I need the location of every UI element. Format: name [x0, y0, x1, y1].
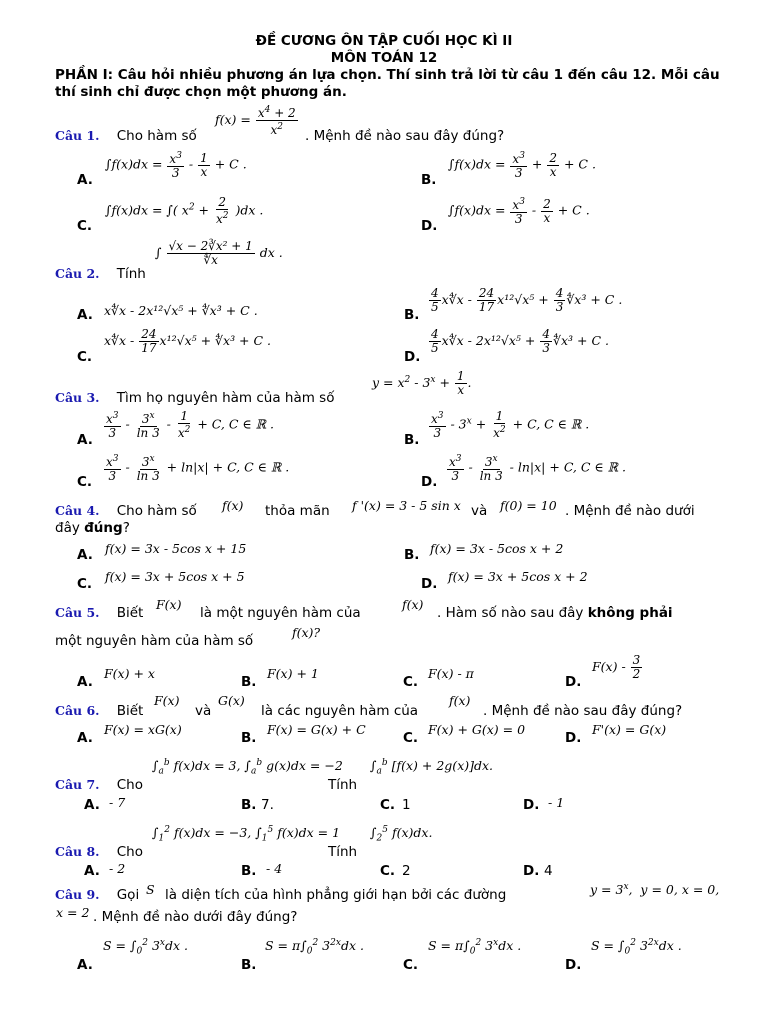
- formula-q8-a: - 2: [109, 861, 126, 876]
- formula-q9-curves: $y = 3^x$, y = 0, x = 0,: [590, 882, 720, 898]
- question-number: Câu 3.: [55, 390, 100, 405]
- option-label: C.: [77, 576, 93, 592]
- question-9: [55, 887, 139, 903]
- formula-q4-cond2: f(0) = 10: [500, 498, 557, 513]
- formula-q5-c: F(x) - π: [428, 666, 474, 681]
- question-6-text: . Mệnh đề nào sau đây đúng?: [483, 703, 683, 719]
- option-label: D.: [565, 730, 582, 746]
- formula-q6-G: G(x): [218, 693, 245, 708]
- formula-q3-c: $\frac{x^3}{3}$ - $\frac{3^x}{\ln 3}$ + ln|x| + C, C ∈ ℝ .: [106, 454, 290, 483]
- question-5-tail: [437, 605, 673, 621]
- option-label: B.: [404, 432, 420, 448]
- doc-title: ĐỀ CƯƠNG ÔN TẬP CUỐI HỌC KÌ II: [255, 33, 513, 49]
- formula-q5-b: F(x) + 1: [267, 666, 319, 681]
- formula-q2-a: x∜x - 2x¹²√x⁵ + ∜x³ + C .: [104, 303, 258, 318]
- question-text: Tìm họ nguyên hàm của hàm số: [116, 390, 335, 406]
- formula-q5-d: F(x) - $\frac{3}{2}$: [592, 653, 641, 681]
- option-label: D.: [404, 349, 421, 365]
- question-4-bold: đúng: [84, 520, 123, 536]
- formula-q8-given: $\int_1^2$ f(x)dx = −3, $\int_1^5$ f(x)dx = 1: [152, 825, 341, 844]
- formula-q7-ask: $\int_a^b$ [f(x) + 2g(x)]dx.: [370, 758, 494, 777]
- question-number: Câu 8.: [55, 844, 100, 859]
- question-8-text: Tính: [328, 844, 358, 860]
- question-4-text: và: [471, 503, 488, 519]
- question-4-line2: [55, 520, 130, 536]
- question-number: Câu 9.: [55, 887, 100, 902]
- formula-q1-d: ∫f(x)dx = $\frac{x^3}{3}$ - $\frac{2}{x}$ + C .: [448, 196, 590, 226]
- formula-q5-a: F(x) + x: [104, 666, 155, 681]
- formula-q6-F: F(x): [154, 693, 180, 708]
- option-label: D.: [421, 576, 438, 592]
- option-label: B.: [421, 172, 437, 188]
- formula-q3-b: $\frac{x^3}{3}$ - $3^x$ + $\frac{1}{x^2}$ + C, C ∈ ℝ .: [431, 409, 590, 440]
- answer-q7-b: 7.: [261, 797, 274, 813]
- part-instructions: PHẦN I: Câu hỏi nhiều phương án lựa chọn. Thí sinh trả lời từ câu 1 đến câu 12. Mỗi câu thí sinh chỉ được chọn một phương án.: [55, 67, 720, 100]
- question-8: [55, 844, 143, 860]
- formula-q5-f: f(x): [402, 597, 424, 612]
- question-number: Câu 6.: [55, 703, 100, 718]
- formula-q9-a: $S = \int_0^2$ 3$^x$dx .: [103, 938, 188, 957]
- formula-q4-b: f(x) = 3x - 5cos x + 2: [430, 541, 564, 556]
- option-label: B.: [404, 547, 420, 563]
- formula-q2-c: x∜x - $\frac{24}{17}$ x¹²√x⁵ + ∜x³ + C .: [104, 327, 272, 355]
- option-label: D.: [565, 674, 582, 690]
- formula-q6-a: F(x) = xG(x): [104, 722, 182, 737]
- option-label: C.: [77, 218, 93, 234]
- formula-q2: ∫ $\frac{\text{√x − 2∛x² + 1}}{∜x}$ dx .: [155, 239, 283, 267]
- option-label: D.: [421, 218, 438, 234]
- question-1-tail: . Mệnh đề nào sau đây đúng?: [305, 128, 505, 144]
- question-4-text: ?: [122, 520, 130, 536]
- option-label: A.: [84, 863, 100, 879]
- formula-q7-a: - 7: [109, 795, 126, 810]
- question-text: Cho: [116, 844, 143, 860]
- question-text: Biết: [116, 605, 144, 621]
- formula-q6-d: F'(x) = G(x): [592, 722, 667, 737]
- formula-q3-d: $\frac{x^3}{3}$ - $\frac{3^x}{\ln 3}$ - ln|x| + C, C ∈ ℝ .: [449, 454, 626, 483]
- option-label: D.: [565, 957, 582, 973]
- formula-q9-S: S: [146, 882, 155, 897]
- question-text: Cho hàm số: [116, 128, 197, 144]
- formula-q4-f: f(x): [222, 498, 244, 513]
- answer-q8-d: 4: [544, 863, 553, 879]
- question-number: Câu 2.: [55, 266, 100, 281]
- option-label: A.: [77, 172, 93, 188]
- option-label: A.: [77, 547, 93, 563]
- option-label: B.: [404, 307, 420, 323]
- question-4: [55, 503, 197, 519]
- formula-q3: $y = x^2 - 3^x$ + $\frac{1}{x}$ .: [372, 369, 472, 397]
- option-label: A.: [77, 730, 93, 746]
- question-6-text: và: [195, 703, 212, 719]
- question-4-text: thỏa mãn: [265, 503, 330, 519]
- question-number: Câu 7.: [55, 777, 100, 792]
- question-text: Cho: [116, 777, 143, 793]
- option-label: A.: [77, 432, 93, 448]
- formula-q5-f2: f(x)?: [292, 625, 321, 640]
- formula-q7-d: - 1: [548, 795, 565, 810]
- formula-q6-b: F(x) = G(x) + C: [267, 722, 366, 737]
- formula-q2-d: $\frac{4}{5}$ x∜x - 2x¹²√x⁵ + $\frac{4}{3}$ ∜x³ + C .: [431, 327, 609, 355]
- option-label: B.: [241, 863, 257, 879]
- option-label: D.: [523, 863, 540, 879]
- doc-subtitle: MÔN TOÁN 12: [330, 50, 438, 66]
- formula-q1-b: ∫f(x)dx = $\frac{x^3}{3}$ + $\frac{2}{x}$ + C .: [448, 150, 596, 180]
- option-label: C.: [77, 349, 93, 365]
- option-label: D.: [421, 474, 438, 490]
- question-3: [55, 390, 334, 406]
- formula-q1-f: f(x) = $\frac{x^4 + 2}{x^2}$: [215, 105, 296, 137]
- question-9-text: là diện tích của hình phẳng giới hạn bởi các đường: [165, 887, 507, 903]
- option-label: A.: [77, 674, 93, 690]
- answer-q8-c: 2: [402, 863, 411, 879]
- question-6-text: là các nguyên hàm của: [261, 703, 419, 719]
- formula-q4-c: f(x) = 3x + 5cos x + 5: [105, 569, 245, 584]
- option-label: B.: [241, 674, 257, 690]
- option-label: C.: [380, 863, 396, 879]
- answer-q7-c: 1: [402, 797, 411, 813]
- option-label: C.: [403, 730, 419, 746]
- question-5-bold: không phải: [587, 605, 673, 621]
- question-2: [55, 266, 146, 282]
- question-7-text: Tính: [328, 777, 358, 793]
- formula-q9-c: $S = \pi\int_0^2$ 3$^x$dx .: [428, 938, 522, 957]
- formula-q8-b: - 4: [266, 861, 283, 876]
- option-label: B.: [241, 730, 257, 746]
- formula-q5-F: F(x): [156, 597, 182, 612]
- option-label: A.: [77, 307, 93, 323]
- formula-q6-c: F(x) + G(x) = 0: [428, 722, 526, 737]
- option-label: B.: [241, 957, 257, 973]
- question-5-text: . Hàm số nào sau đây: [437, 605, 588, 621]
- option-label: D.: [523, 797, 540, 813]
- option-label: C.: [403, 957, 419, 973]
- question-number: Câu 5.: [55, 605, 100, 620]
- question-number: Câu 1.: [55, 128, 100, 143]
- option-label: C.: [403, 674, 419, 690]
- formula-q9-x2: x = 2: [56, 905, 90, 920]
- question-4-text: đây: [55, 520, 85, 536]
- formula-q9-b: $S = \pi\int_0^2$ $3^{2x}dx$ .: [265, 938, 364, 957]
- formula-q6-f: f(x): [449, 693, 471, 708]
- question-9-line2: . Mệnh đề nào dưới đây đúng?: [93, 909, 298, 925]
- question-text: Cho hàm số: [116, 503, 197, 519]
- question-5: [55, 605, 143, 621]
- question-7: [55, 777, 143, 793]
- formula-q4-cond1: f '(x) = 3 - 5 sin x: [352, 498, 461, 513]
- question-text: Gọi: [116, 887, 140, 903]
- formula-q4-a: f(x) = 3x - 5cos x + 15: [105, 541, 247, 556]
- question-text: Tính: [116, 266, 146, 282]
- option-label: C.: [77, 474, 93, 490]
- question-4-text: . Mệnh đề nào dưới: [565, 503, 695, 519]
- question-number: Câu 4.: [55, 503, 100, 518]
- option-label: C.: [380, 797, 396, 813]
- option-label: A.: [77, 957, 93, 973]
- question-1: [55, 128, 197, 144]
- question-5-text: là một nguyên hàm của: [200, 605, 361, 621]
- formula-q7-given: $\int_a^b$ f(x)dx = 3, $\int_a^b$ g(x)dx = −2: [152, 758, 343, 777]
- formula-q1-c: ∫f(x)dx = ∫( $x^2$ + $\frac{2}{x^2}$ )dx .: [105, 195, 264, 226]
- formula-q4-d: f(x) = 3x + 5cos x + 2: [448, 569, 588, 584]
- question-6: [55, 703, 143, 719]
- option-label: B.: [241, 797, 257, 813]
- formula-q9-d: $S = \int_0^2$ $3^{2x}dx$ .: [591, 938, 682, 957]
- formula-q8-ask: $\int_2^5$ f(x)dx.: [370, 825, 433, 844]
- question-text: Biết: [116, 703, 144, 719]
- formula-q1-a: ∫f(x)dx = $\frac{x^3}{3}$ - $\frac{1}{x}$ + C .: [105, 150, 247, 180]
- formula-q3-a: $\frac{x^3}{3}$ - $\frac{3^x}{\ln 3}$ - $\frac{1}{x^2}$ + C, C ∈ ℝ .: [106, 409, 274, 440]
- option-label: A.: [84, 797, 100, 813]
- question-5-line2: một nguyên hàm của hàm số: [55, 633, 254, 649]
- formula-q2-b: $\frac{4}{5}$ x∜x - $\frac{24}{17}$ x¹²√x⁵ + $\frac{4}{3}$ ∜x³ + C .: [431, 286, 623, 314]
